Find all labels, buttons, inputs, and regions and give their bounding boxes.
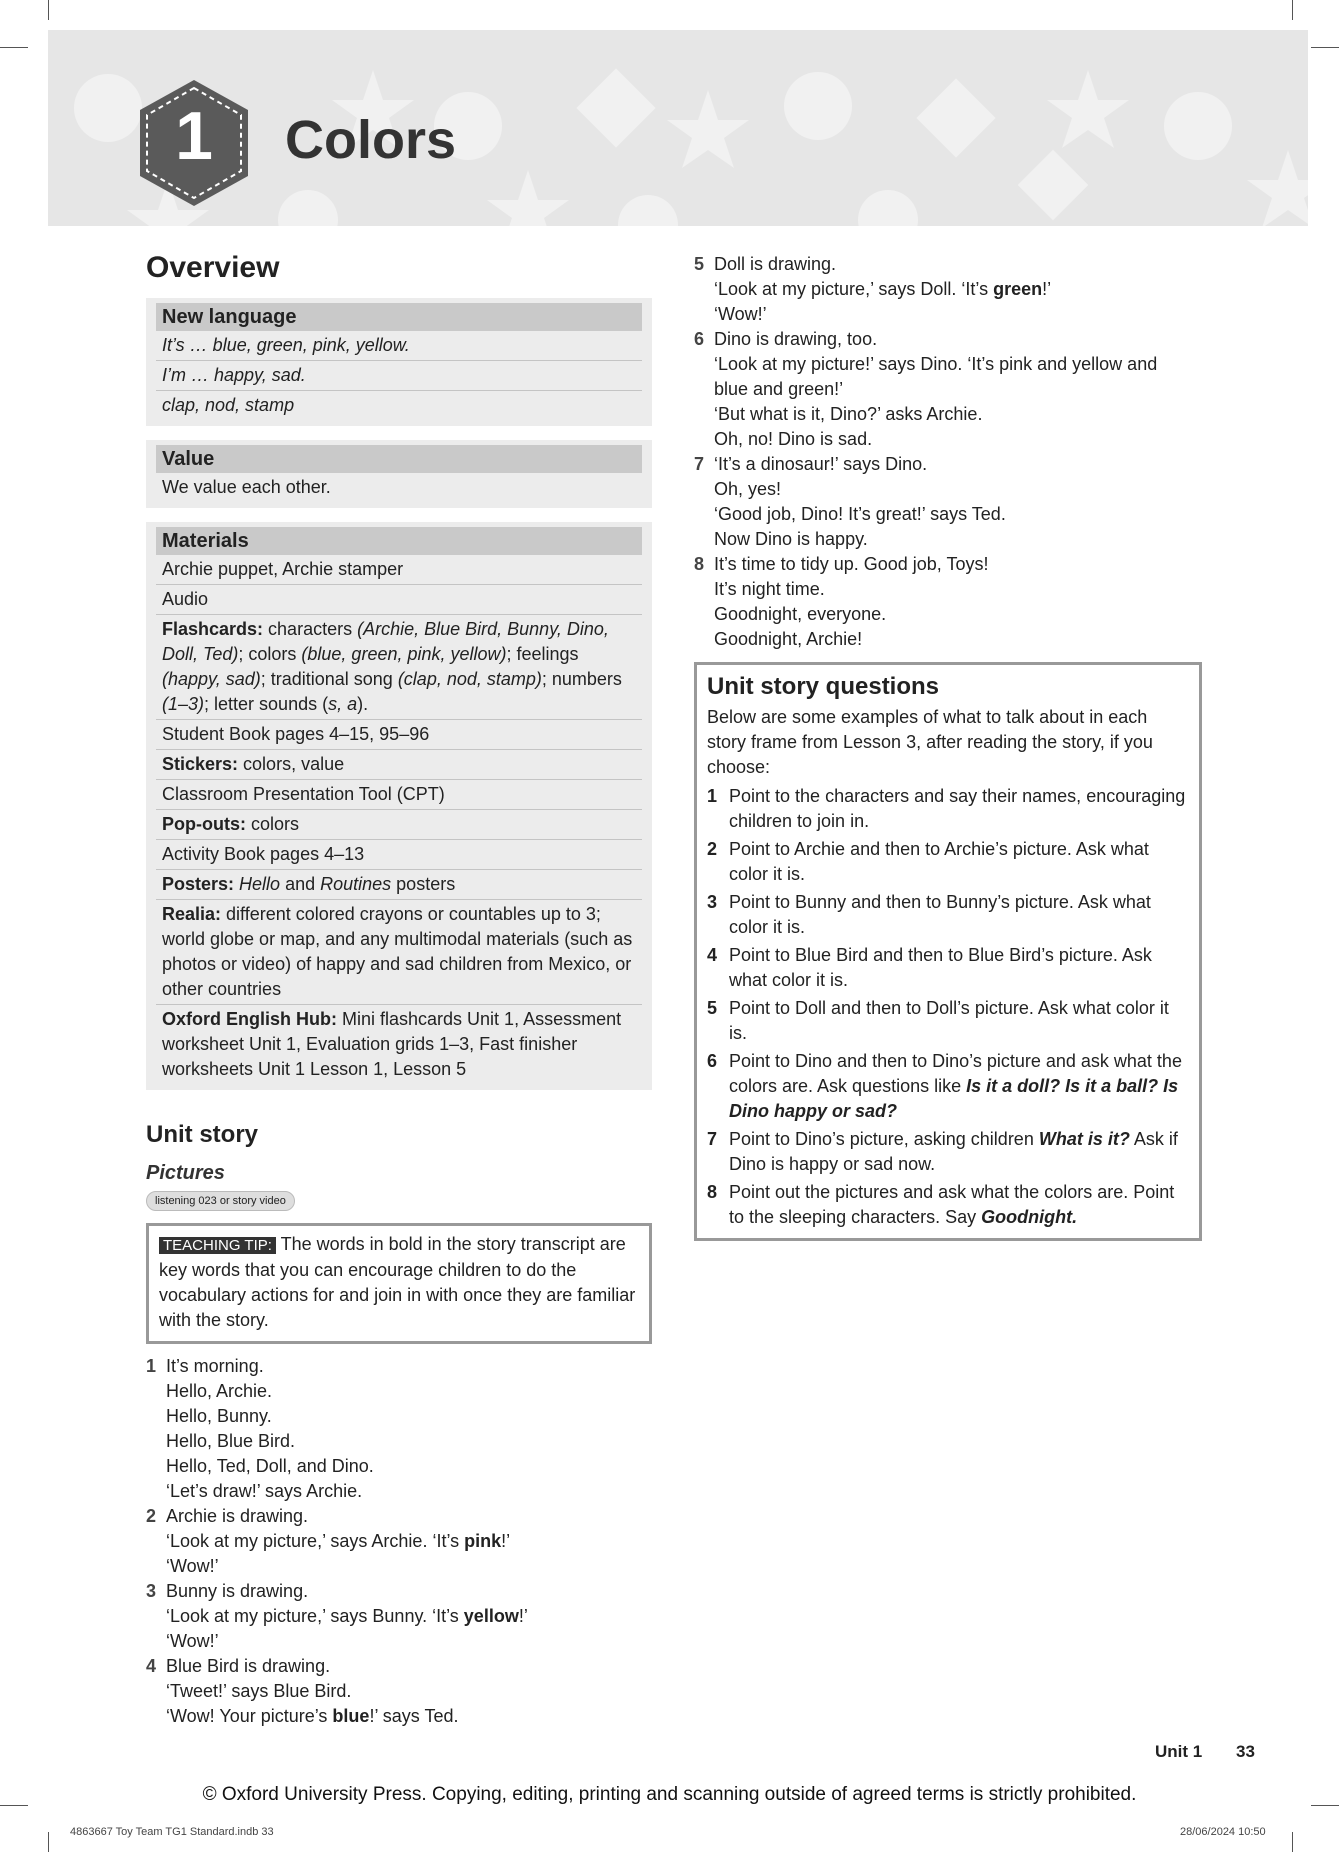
materials-row-flashcards [156, 615, 642, 720]
materials-row-hub [156, 1005, 642, 1084]
text: characters [263, 619, 358, 639]
keyword: blue [332, 1706, 370, 1726]
materials-row: Audio [156, 585, 642, 615]
materials-box [146, 522, 652, 1090]
story-line: Hello, Ted, Doll, and Dino. [166, 1456, 374, 1476]
crop-mark [1292, 0, 1293, 20]
story-line: ‘But what is it, Dino?’ asks Archie. [714, 404, 983, 424]
teaching-tip-text: The words in bold in the story transcript are key words that you can encourage children to do the vocabulary actions for and join in with once they are familiar with the story. [159, 1234, 636, 1330]
story-frame [694, 327, 1202, 452]
text: (blue, green, pink, yellow) [301, 644, 507, 664]
story-frame [694, 552, 1202, 652]
text: ‘Look at my picture,’ says Doll. ‘It’s [714, 279, 994, 299]
story-line: It’s morning. [166, 1356, 264, 1376]
page-number: 33 [1236, 1742, 1255, 1761]
materials-row-stickers [156, 750, 642, 780]
question-number: 4 [707, 945, 718, 965]
text: Hello [239, 874, 281, 894]
label: Posters: [162, 874, 235, 894]
label: Realia: [162, 904, 222, 924]
text: colors [245, 814, 299, 834]
text: ; numbers [541, 669, 622, 689]
materials-row-posters [156, 870, 642, 900]
label: Oxford English Hub: [162, 1009, 337, 1029]
story-line: ‘It’s a dinosaur!’ says Dino. [714, 454, 928, 474]
frame-number: 5 [694, 254, 705, 274]
story-frame [694, 252, 1202, 327]
unit-story-heading: Unit story [146, 1121, 259, 1148]
story-line: Hello, Blue Bird. [166, 1431, 296, 1451]
story-line: ‘Look at my picture!’ says Dino. ‘It’s pink and yellow and [714, 354, 1158, 374]
story-line: Hello, Bunny. [166, 1406, 272, 1426]
label: Pop-outs: [162, 814, 246, 834]
question-prompt: Goodnight. [981, 1207, 1078, 1227]
overview-heading: Overview [146, 251, 280, 284]
question-item [707, 837, 1189, 887]
frame-number: 3 [146, 1581, 157, 1601]
story-frame [146, 1504, 652, 1579]
text: (clap, nod, stamp) [397, 669, 542, 689]
question-number: 8 [707, 1182, 718, 1202]
question-text: Point to the characters and say their names, encouraging children to join in. [729, 786, 1186, 831]
story-line: Hello, Archie. [166, 1381, 273, 1401]
story-line: Oh, no! Dino is sad. [714, 429, 873, 449]
right-column [694, 252, 1202, 1241]
text: Mini flashcards Unit 1, Assessment worksheet Unit 1, Evaluation grids 1–3, Fast finisher worksheets Unit 1 Lesson 1, Lesson 5 [162, 1009, 622, 1079]
story-line: Goodnight, everyone. [714, 604, 887, 624]
label: Stickers: [162, 754, 239, 774]
teaching-tip-box [146, 1223, 652, 1344]
story-line: It’s time to tidy up. Good job, Toys! [714, 554, 989, 574]
story-frame [694, 452, 1202, 552]
crop-mark [1292, 1832, 1293, 1852]
text: !’ [518, 1606, 528, 1626]
text: and [280, 874, 321, 894]
question-item [707, 1180, 1189, 1230]
text: ‘Look at my picture,’ says Bunny. ‘It’s [166, 1606, 464, 1626]
text: (1–3) [162, 694, 205, 714]
materials-row: Classroom Presentation Tool (CPT) [156, 780, 642, 810]
story-line [166, 1529, 652, 1554]
question-text: Point to Doll and then to Doll’s picture. Ask what color it is. [729, 998, 1169, 1043]
story-line: ‘Wow!’ [166, 1631, 219, 1651]
teaching-tip-label: TEACHING TIP: [159, 1237, 276, 1254]
materials-row-popouts [156, 810, 642, 840]
materials-row: Archie puppet, Archie stamper [156, 555, 642, 585]
question-item [707, 784, 1189, 834]
question-item [707, 1127, 1189, 1177]
story-line: ‘Tweet!’ says Blue Bird. [166, 1681, 352, 1701]
questions-heading: Unit story questions [707, 673, 940, 700]
question-item [707, 890, 1189, 940]
frame-number: 6 [694, 329, 705, 349]
materials-heading: Materials [156, 527, 642, 555]
frame-number: 4 [146, 1656, 157, 1676]
story-line [714, 277, 1202, 302]
story-line: Now Dino is happy. [714, 529, 868, 549]
story-line: Blue Bird is drawing. [166, 1656, 331, 1676]
label: Flashcards: [162, 619, 264, 639]
page-title: Colors [285, 110, 457, 170]
story-line: Bunny is drawing. [166, 1581, 309, 1601]
copyright-notice: © Oxford University Press. Copying, editing, printing and scanning outside of agreed terms is strictly prohibited. [202, 1784, 1137, 1805]
text: ‘Wow! Your picture’s [166, 1706, 333, 1726]
text: colors, value [238, 754, 345, 774]
story-line [166, 1604, 652, 1629]
question-prompt: What is it? [1038, 1129, 1130, 1149]
print-slug: 4863667 Toy Team TG1 Standard.indb 33 [70, 1826, 274, 1838]
new-language-heading: New language [156, 303, 642, 331]
frame-number: 2 [146, 1506, 157, 1526]
frame-number: 8 [694, 554, 705, 574]
story-list [146, 1354, 652, 1729]
text: ‘Look at my picture,’ says Archie. ‘It’s [166, 1531, 465, 1551]
value-box [146, 440, 652, 508]
text: (Archie, Blue Bird, Bunny, Dino, Doll, Ted) [162, 619, 609, 664]
question-item [707, 943, 1189, 993]
question-number: 3 [707, 892, 718, 912]
text: ; feelings [506, 644, 579, 664]
crop-mark [48, 1832, 49, 1852]
text: !’ [1042, 279, 1052, 299]
question-number: 6 [707, 1051, 718, 1071]
text: s, a [328, 694, 358, 714]
keyword: yellow [463, 1606, 519, 1626]
frame-number: 1 [146, 1356, 157, 1376]
new-language-row: I’m … happy, sad. [156, 361, 642, 391]
text: (happy, sad) [162, 669, 261, 689]
question-number: 2 [707, 839, 718, 859]
keyword: green [993, 279, 1043, 299]
frame-number: 7 [694, 454, 705, 474]
story-line [166, 1704, 652, 1729]
question-text: Point to Bunny and then to Bunny’s picture. Ask what color it is. [729, 892, 1151, 937]
question-item [707, 996, 1189, 1046]
question-number: 5 [707, 998, 718, 1018]
question-text: Ask if Dino is happy or sad now. [729, 1129, 1178, 1174]
new-language-box [146, 298, 652, 426]
text: ; letter sounds ( [204, 694, 329, 714]
story-line: ‘Good job, Dino! It’s great!’ says Ted. [714, 504, 1006, 524]
unit-story-questions-box [694, 662, 1202, 1241]
footer-unit: Unit 1 [1155, 1742, 1203, 1761]
unit-number: 1 [175, 98, 213, 174]
question-text: Point to Archie and then to Archie’s picture. Ask what color it is. [729, 839, 1149, 884]
story-line: ‘Let’s draw!’ says Archie. [166, 1481, 363, 1501]
story-line: ‘Wow!’ [166, 1556, 219, 1576]
text: ). [357, 694, 369, 714]
keyword: pink [464, 1531, 502, 1551]
story-line: Doll is drawing. [714, 254, 837, 274]
materials-row: Student Book pages 4–15, 95–96 [156, 720, 642, 750]
question-text: Point out the pictures and ask what the colors are. Point to the sleeping characters. Say [729, 1182, 1175, 1227]
text: Routines [320, 874, 392, 894]
audio-badge: listening 023 or story video [146, 1191, 295, 1211]
question-text: Point to Dino’s picture, asking children [729, 1129, 1039, 1149]
new-language-row: clap, nod, stamp [162, 395, 295, 415]
story-frame [146, 1654, 652, 1729]
text: different colored crayons or countables up to 3; world globe or map, and any multimodal materials (such as photos or video) of happy and sad children from Mexico, or other countries [162, 904, 633, 999]
question-item [707, 1049, 1189, 1124]
crop-mark [1311, 47, 1339, 48]
text: !’ [501, 1531, 511, 1551]
story-line: blue and green!’ [714, 379, 844, 399]
story-line: Dino is drawing, too. [714, 329, 878, 349]
story-frame [146, 1354, 652, 1504]
story-line: It’s night time. [714, 579, 825, 599]
pictures-subheading: Pictures [146, 1162, 225, 1184]
text: ; traditional song [260, 669, 398, 689]
value-heading: Value [156, 445, 642, 473]
questions-intro: Below are some examples of what to talk about in each story frame from Lesson 3, after reading the story, if you choose: [707, 707, 1153, 777]
story-frame [146, 1579, 652, 1654]
crop-mark [0, 47, 28, 48]
story-line: ‘Wow!’ [714, 304, 767, 324]
text: posters [391, 874, 456, 894]
text: !’ says Ted. [369, 1706, 459, 1726]
left-column [146, 250, 652, 1729]
question-number: 7 [707, 1129, 718, 1149]
question-prompt: Is it a doll? Is it a ball? Is Dino happy or sad? [729, 1076, 1179, 1121]
story-line: Archie is drawing. [166, 1506, 309, 1526]
story-line: Oh, yes! [714, 479, 782, 499]
materials-row-realia [156, 900, 642, 1005]
question-text: Point to Dino and then to Dino’s picture and ask what the colors are. Ask questions like [729, 1051, 1182, 1096]
crop-mark [48, 0, 49, 20]
value-text: We value each other. [162, 477, 331, 497]
text: ; colors [238, 644, 302, 664]
story-line: Goodnight, Archie! [714, 629, 863, 649]
materials-row: Activity Book pages 4–13 [156, 840, 642, 870]
question-text: Point to Blue Bird and then to Blue Bird’s picture. Ask what color it is. [729, 945, 1152, 990]
new-language-row: It’s … blue, green, pink, yellow. [156, 331, 642, 361]
print-timestamp: 28/06/2024 10:50 [1180, 1826, 1266, 1838]
question-number: 1 [707, 786, 718, 806]
